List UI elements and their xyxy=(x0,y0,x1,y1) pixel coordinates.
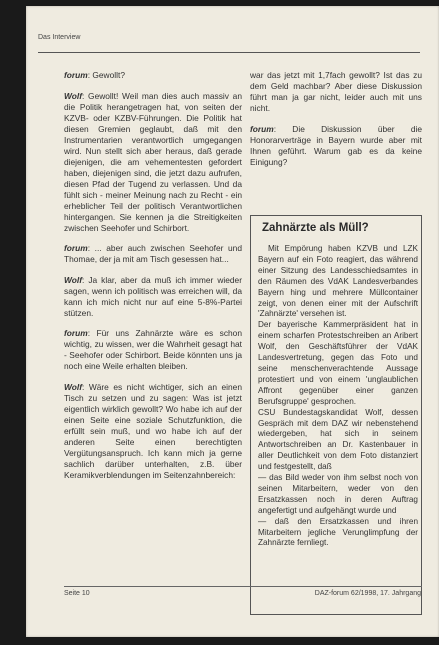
footer-rule xyxy=(64,586,422,587)
box-paragraph: — daß den Ersatzkassen und ihren Mitarbeitern jegliche Verunglimpfung der Zahnärzte fernliegt. xyxy=(258,516,418,548)
speaker-label: Wolf xyxy=(64,381,82,392)
paragraph-text: : ... aber auch zwischen Seehofer und Thomae, der ja mit am Tisch gesessen hat... xyxy=(64,243,242,264)
paragraph xyxy=(250,124,422,168)
speaker-label: Wolf xyxy=(64,90,82,101)
paragraph xyxy=(64,243,242,265)
box-paragraph: Der bayerische Kammerpräsident hat in einem scharfen Protestschreiben an Aribert Wolf, den Geschäftsführer der VdAK Landesvertretung, gegen das Foto und seine menschenverachtende Aussage protestiert und von einem 'unglaublichen Affront gegenüber einer ganzen Berufsgruppe' gesprochen. xyxy=(258,320,418,406)
paragraph-text: : Die Diskussion über die Honorarverträge in Bayern wurde aber mit Ihnen geführt. Warum gab es da keine Einigung? xyxy=(250,123,422,167)
paragraph-text: : Gewollt! Weil man dies auch massiv an die Politik herangetragen hat, von seiten der KZVB- oder KZBV-Führungen. Die Politik hat diesen Gremien geglaubt, daß mit den Instrumentarien verantwortlich umgegangen wird. Nun stellt sich aber heraus, daß gerade diejenigen, die am vehementesten gefordert haben, diejenigen sind, die jetzt dazu aufrufen, diesen Pfad der Tugend zu verlassen. Und da fühlt sich - meiner Meinung nach zu Recht - ein erheblicher Teil der politisch Verantwortlichen hintergangen. Sie kennen ja die Streitigkeiten zwischen Seehofer und Schirbort. xyxy=(64,90,242,233)
speaker-label: forum xyxy=(64,328,88,338)
paragraph-text: : Wäre es nicht wichtiger, sich an einen Tisch zu setzen und zu sagen: Was ist jetzt eigentlich wirklich gewollt? Wo habe ich auf der einen Seite eine soziale Schutzfunktion, die erfüllt sein muß, und wo habe ich auf der anderen Seite einen berechtigten Vergütungsanspruch. Ich kann mich ja gerne sachlich darüber unterhalten, z.B. über Keramikverblendungen im Seitenzahnbereich: xyxy=(64,381,242,480)
speaker-label: forum xyxy=(64,243,88,253)
paragraph xyxy=(250,70,422,114)
speaker-label: forum xyxy=(250,123,274,134)
paragraph xyxy=(64,91,242,234)
box-paragraph: CSU Bundestagskandidat Wolf, dessen Gespräch mit dem DAZ wir nebenstehend wiedergeben, hat sich in seinem Antwortschreiben an Dr. Kastenbauer in aller Deutlichkeit von dem Foto distanziert und festgestellt, daß xyxy=(258,407,418,472)
page-number: Seite 10 xyxy=(64,590,90,597)
box-paragraph: — das Bild weder von ihm selbst noch von seinen Mitarbeitern, weder von den Ersatzkassen noch in deren Auftrag angefertigt und aufgehängt wurde und xyxy=(258,473,418,515)
box-paragraph: Mit Empörung haben KZVB und LZK Bayern auf ein Foto reagiert, das während einer Sitzung des Landesschiedsamtes in den Räumen des VdAK Landesverbandes Bayern hing und mehrere Müllcontainer zeigt, von denen einer mit der Aufschrift 'Zahnärzte' versehen ist. xyxy=(258,244,418,319)
paragraph xyxy=(64,275,242,319)
box-text xyxy=(258,244,418,549)
paragraph xyxy=(64,382,242,481)
issue-info: DAZ-forum 62/1998, 17. Jahrgang xyxy=(314,590,421,597)
box-title: Zahnärzte als Müll? xyxy=(262,222,369,234)
right-column xyxy=(250,70,422,177)
speaker-label: forum xyxy=(64,70,88,80)
paragraph xyxy=(64,328,242,372)
speaker-label: Wolf xyxy=(64,274,82,285)
left-column xyxy=(64,70,242,490)
paragraph-text: : Für uns Zahnärzte wäre es schon wichtig, zu wissen, wer die Wahrheit gesagt hat - Seehofer oder Schirbort. Beide könnten uns ja noch eine Weile erhalten bleiben. xyxy=(64,328,242,371)
paragraph xyxy=(64,70,242,81)
header-rule xyxy=(38,52,420,53)
paragraph-text: : Ja klar, aber da muß ich immer wieder sagen, wenn ich politisch was erreichen will, da kann ich mich nicht nur auf eine 5-8%-Partei stützen. xyxy=(64,274,242,318)
section-header: Das Interview xyxy=(38,34,81,41)
paragraph-text: war das jetzt mit 1,7fach gewollt? Ist das zu dem Geld machbar? Aber diese Diskussion führt man ja gar nicht, leider auch mit uns nicht. xyxy=(250,70,422,113)
paragraph-text: : Gewollt? xyxy=(87,70,125,80)
